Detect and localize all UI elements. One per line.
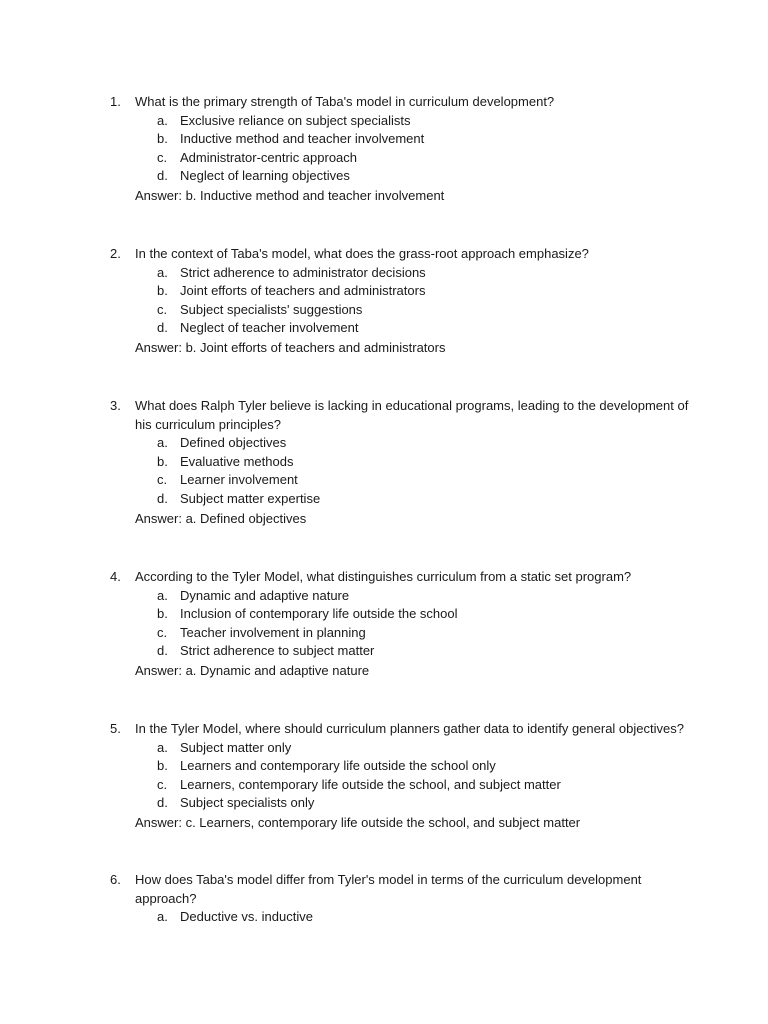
option-text: Dynamic and adaptive nature: [180, 587, 350, 603]
option-text: Subject specialists only: [180, 795, 315, 811]
option-text: Inclusion of contemporary life outside the school: [180, 606, 458, 622]
option-letter: c.: [157, 776, 168, 792]
question-text: In the Tyler Model, where should curriculum planners gather data to identify general objectives?: [135, 721, 684, 736]
answer-line: Answer: b. Joint efforts of teachers and administrators: [135, 339, 446, 355]
option-b: [110, 605, 690, 624]
question-number: 6.: [110, 872, 121, 887]
question-5: [110, 720, 690, 833]
option-d: [110, 794, 690, 813]
question-3: [110, 397, 690, 528]
answer-line: Answer: c. Learners, contemporary life outside the school, and subject matter: [135, 814, 581, 830]
option-a: [110, 739, 690, 758]
question-4: [110, 568, 690, 681]
option-text: Learners and contemporary life outside the school only: [180, 758, 496, 774]
option-d: [110, 319, 690, 338]
option-c: [110, 624, 690, 643]
option-letter: d.: [157, 168, 168, 184]
question-text: What does Ralph Tyler believe is lacking in educational programs, leading to the development of his curriculum principles?: [135, 398, 689, 432]
option-text: Administrator-centric approach: [180, 149, 358, 165]
option-letter: b.: [157, 606, 168, 622]
option-text: Deductive vs. inductive: [180, 909, 313, 925]
question-number: 4.: [110, 569, 121, 584]
option-text: Learner involvement: [180, 472, 298, 488]
option-text: Joint efforts of teachers and administrators: [180, 283, 426, 299]
answer-line: Answer: a. Defined objectives: [135, 510, 307, 526]
option-letter: a.: [157, 112, 168, 128]
option-text: Subject matter only: [180, 739, 292, 755]
option-a: [110, 264, 690, 283]
option-text: Neglect of learning objectives: [180, 168, 350, 184]
option-letter: a.: [157, 739, 168, 755]
question-text: In the context of Taba's model, what does the grass-root approach emphasize?: [135, 246, 589, 261]
option-b: [110, 130, 690, 149]
option-a: [110, 112, 690, 131]
option-letter: b.: [157, 758, 168, 774]
option-letter: b.: [157, 131, 168, 147]
option-a: [110, 908, 690, 927]
question-text: How does Taba's model differ from Tyler's model in terms of the curriculum development approach?: [135, 872, 642, 906]
option-letter: c.: [157, 624, 168, 640]
option-letter: c.: [157, 301, 168, 317]
option-d: [110, 167, 690, 186]
option-a: [110, 587, 690, 606]
option-letter: a.: [157, 909, 168, 925]
question-number: 5.: [110, 721, 121, 736]
option-text: Exclusive reliance on subject specialists: [180, 112, 411, 128]
option-letter: b.: [157, 453, 168, 469]
question-2: [110, 245, 690, 358]
option-text: Learners, contemporary life outside the school, and subject matter: [180, 776, 561, 792]
option-c: [110, 149, 690, 168]
option-b: [110, 282, 690, 301]
option-text: Teacher involvement in planning: [180, 624, 366, 640]
option-letter: d.: [157, 795, 168, 811]
answer-line: Answer: a. Dynamic and adaptive nature: [135, 662, 370, 678]
question-6: [110, 871, 690, 927]
option-b: [110, 757, 690, 776]
option-text: Evaluative methods: [180, 453, 294, 469]
option-letter: b.: [157, 283, 168, 299]
option-text: Subject specialists' suggestions: [180, 301, 363, 317]
option-text: Neglect of teacher involvement: [180, 320, 359, 336]
option-letter: a.: [157, 435, 168, 451]
option-letter: d.: [157, 320, 168, 336]
option-text: Defined objectives: [180, 435, 287, 451]
option-a: [110, 434, 690, 453]
option-letter: a.: [157, 587, 168, 603]
question-number: 3.: [110, 398, 121, 413]
question-number: 1.: [110, 94, 121, 109]
question-line: [110, 93, 690, 112]
option-text: Subject matter expertise: [180, 490, 321, 506]
option-text: Strict adherence to administrator decisions: [180, 264, 426, 280]
option-letter: c.: [157, 149, 168, 165]
question-line: [110, 720, 690, 739]
option-letter: d.: [157, 643, 168, 659]
question-line: [110, 568, 690, 587]
question-text: According to the Tyler Model, what distinguishes curriculum from a static set program?: [135, 569, 632, 584]
option-d: [110, 490, 690, 509]
question-line: [110, 245, 690, 264]
option-d: [110, 642, 690, 661]
question-line: [110, 871, 690, 908]
option-c: [110, 776, 690, 795]
option-b: [110, 453, 690, 472]
question-text: What is the primary strength of Taba's model in curriculum development?: [135, 94, 555, 109]
option-c: [110, 301, 690, 320]
question-1: [110, 93, 690, 206]
option-letter: c.: [157, 472, 168, 488]
question-line: [110, 397, 690, 434]
option-text: Inductive method and teacher involvement: [180, 131, 425, 147]
question-number: 2.: [110, 246, 121, 261]
option-letter: a.: [157, 264, 168, 280]
option-c: [110, 471, 690, 490]
answer-line: Answer: b. Inductive method and teacher involvement: [135, 187, 445, 203]
option-letter: d.: [157, 490, 168, 506]
option-text: Strict adherence to subject matter: [180, 643, 375, 659]
